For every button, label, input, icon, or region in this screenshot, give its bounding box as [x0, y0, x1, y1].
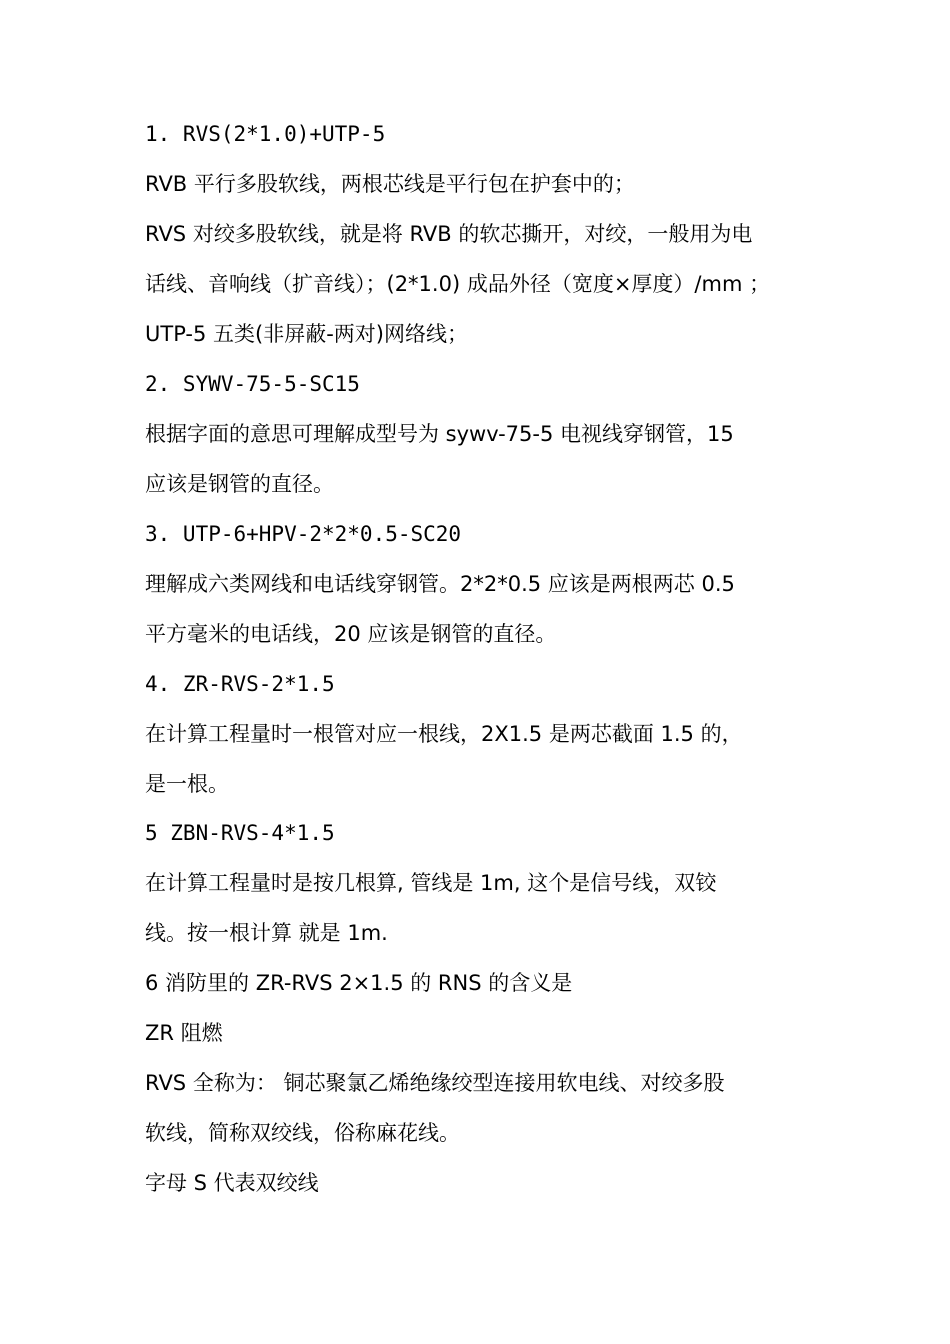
heading-item-3: 3. UTP-6+HPV-2*2*0.5-SC20	[145, 522, 462, 546]
heading-item-2: 2. SYWV-75-5-SC15	[145, 372, 360, 396]
paragraph-zbn-line-1: 在计算工程量时是按几根算, 管线是 1m, 这个是信号线，双铰	[145, 871, 717, 895]
paragraph-sywv-line-2: 应该是钢管的直径。	[145, 472, 334, 496]
paragraph-zbn-line-2: 线。按一根计算 就是 1m.	[145, 921, 388, 945]
paragraph-letter-s: 字母 S 代表双绞线	[145, 1171, 319, 1195]
paragraph-utp: UTP-5 五类(非屏蔽-两对)网络线；	[145, 322, 468, 346]
paragraph-zr-line-2: 是一根。	[145, 772, 229, 796]
heading-item-5: 5 ZBN-RVS-4*1.5	[145, 821, 335, 845]
paragraph-rvs-full-line-2: 软线，简称双绞线，俗称麻花线。	[145, 1121, 460, 1145]
paragraph-utp6-line-1: 理解成六类网线和电话线穿钢管。2*2*0.5 应该是两根两芯 0.5	[145, 572, 735, 596]
paragraph-utp6-line-2: 平方毫米的电话线，20 应该是钢管的直径。	[145, 622, 557, 646]
heading-item-6: 6 消防里的 ZR-RVS 2×1.5 的 RNS 的含义是	[145, 971, 573, 995]
paragraph-rvs-line-1: RVS 对绞多股软线，就是将 RVB 的软芯撕开，对绞，一般用为电	[145, 222, 753, 246]
heading-item-4: 4. ZR-RVS-2*1.5	[145, 672, 335, 696]
paragraph-zr-flame: ZR 阻燃	[145, 1021, 223, 1045]
paragraph-rvs-full-line-1: RVS 全称为： 铜芯聚氯乙烯绝缘绞型连接用软电线、对绞多股	[145, 1071, 725, 1095]
paragraph-sywv-line-1: 根据字面的意思可理解成型号为 sywv-75-5 电视线穿钢管，15	[145, 422, 734, 446]
paragraph-rvb: RVB 平行多股软线，两根芯线是平行包在护套中的；	[145, 172, 635, 196]
heading-item-1: 1. RVS(2*1.0)+UTP-5	[145, 122, 386, 146]
paragraph-rvs-line-2: 话线、音响线（扩音线）；(2*1.0) 成品外径（宽度×厚度）/mm ；	[145, 272, 771, 296]
paragraph-zr-line-1: 在计算工程量时一根管对应一根线，2X1.5 是两芯截面 1.5 的，	[145, 722, 743, 746]
